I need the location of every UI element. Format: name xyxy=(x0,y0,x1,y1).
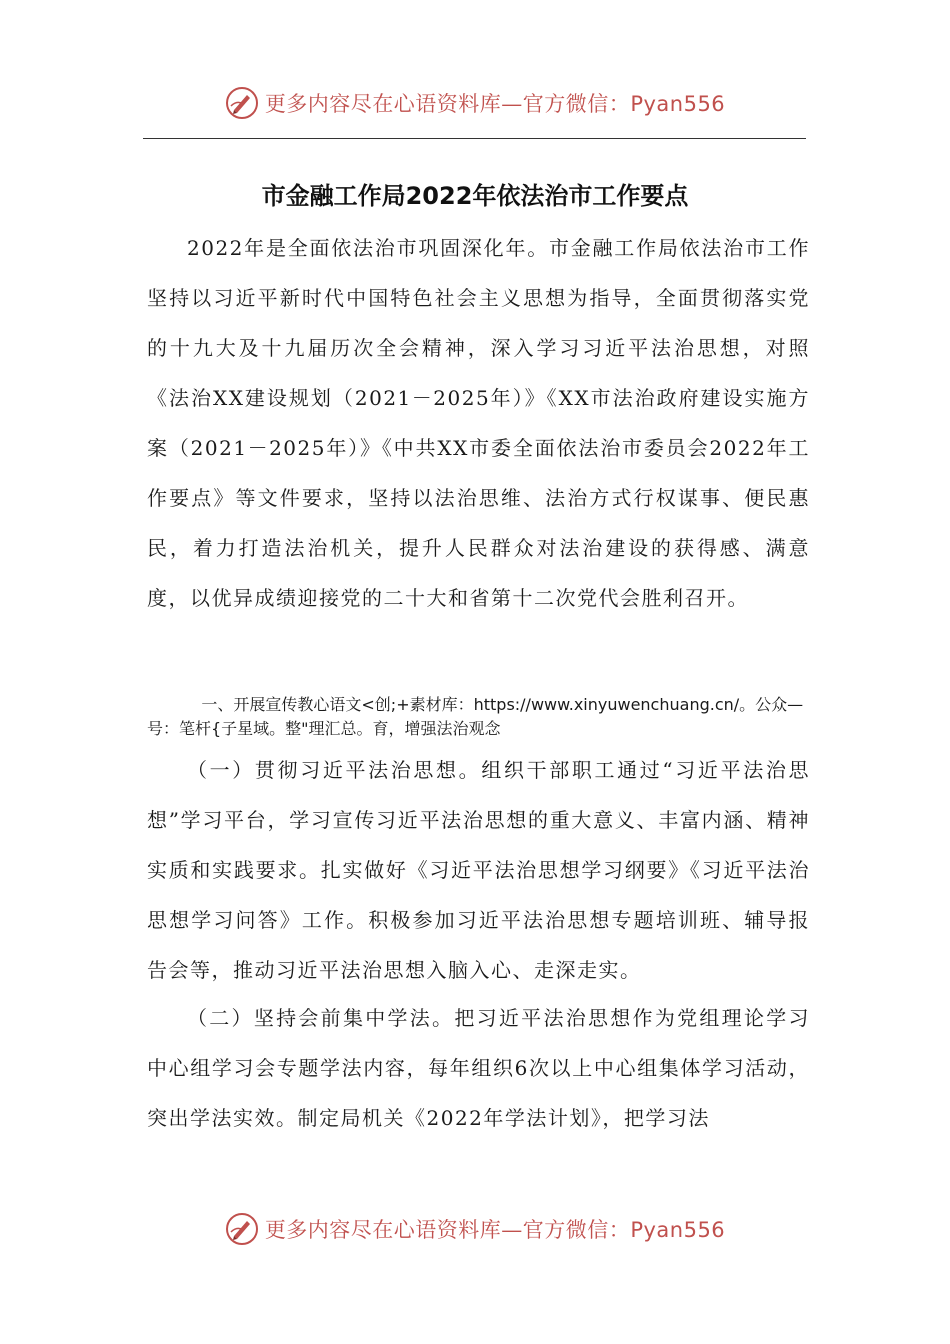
header-divider xyxy=(143,138,806,139)
paragraph-section-1-1: （一）贯彻习近平法治思想。组织干部职工通过“习近平法治思想”学习平台，学习宣传习近平法治思想的重大意义、丰富内涵、精神实质和实践要求。扎实做好《习近平法治思想学习纲要》《习近平法治思想学习问答》工作。积极参加习近平法治思想专题培训班、辅导报告会等，推动习近平法治思想入脑入心、走深走实。 xyxy=(147,758,810,982)
watermark-text-cn: 更多内容尽在心语资料库—官方微信： xyxy=(264,1218,631,1242)
watermark-text-en: Pyan556 xyxy=(630,1218,726,1242)
pen-logo-icon xyxy=(225,86,259,120)
watermark-text-en: Pyan556 xyxy=(630,92,726,116)
watermark-text xyxy=(265,1214,725,1244)
pen-logo-icon xyxy=(225,1212,259,1246)
paragraph-intro: 2022年是全面依法治市巩固深化年。市金融工作局依法治市工作坚持以习近平新时代中国特色社会主义思想为指导，全面贯彻落实党的十九大及十九届历次全会精神，深入学习习近平法治思想，对照《法治XX建设规划（2021－2025年）》《XX市法治政府建设实施方案（2021－2025年）》《中共XX市委全面依法治市委员会2022年工作要点》等文件要求，坚持以法治思维、法治方式行权谋事、便民惠民，着力打造法治机关，提升人民群众对法治建设的获得感、满意度，以优异成绩迎接党的二十大和省第十二次党代会胜利召开。 xyxy=(147,236,810,610)
section-heading-1: 一、开展宣传教心语文<创;+素材库：https://www.xinyuwenchuang.cn/。公众—号：笔杆{子星域。整"理汇总。育，增强法治观念 xyxy=(147,695,804,738)
document-title: 市金融工作局2022年依法治市工作要点 xyxy=(261,182,689,210)
header-watermark xyxy=(0,79,950,127)
watermark-text-cn: 更多内容尽在心语资料库—官方微信： xyxy=(264,92,631,116)
watermark-text xyxy=(265,88,725,118)
footer-watermark xyxy=(0,1205,950,1253)
paragraph-section-1-2: （二）坚持会前集中学法。把习近平法治思想作为党组理论学习中心组学习会专题学法内容，每年组织6次以上中心组集体学习活动，突出学法实效。制定局机关《2022年学法计划》，把学习法 xyxy=(147,1006,810,1130)
